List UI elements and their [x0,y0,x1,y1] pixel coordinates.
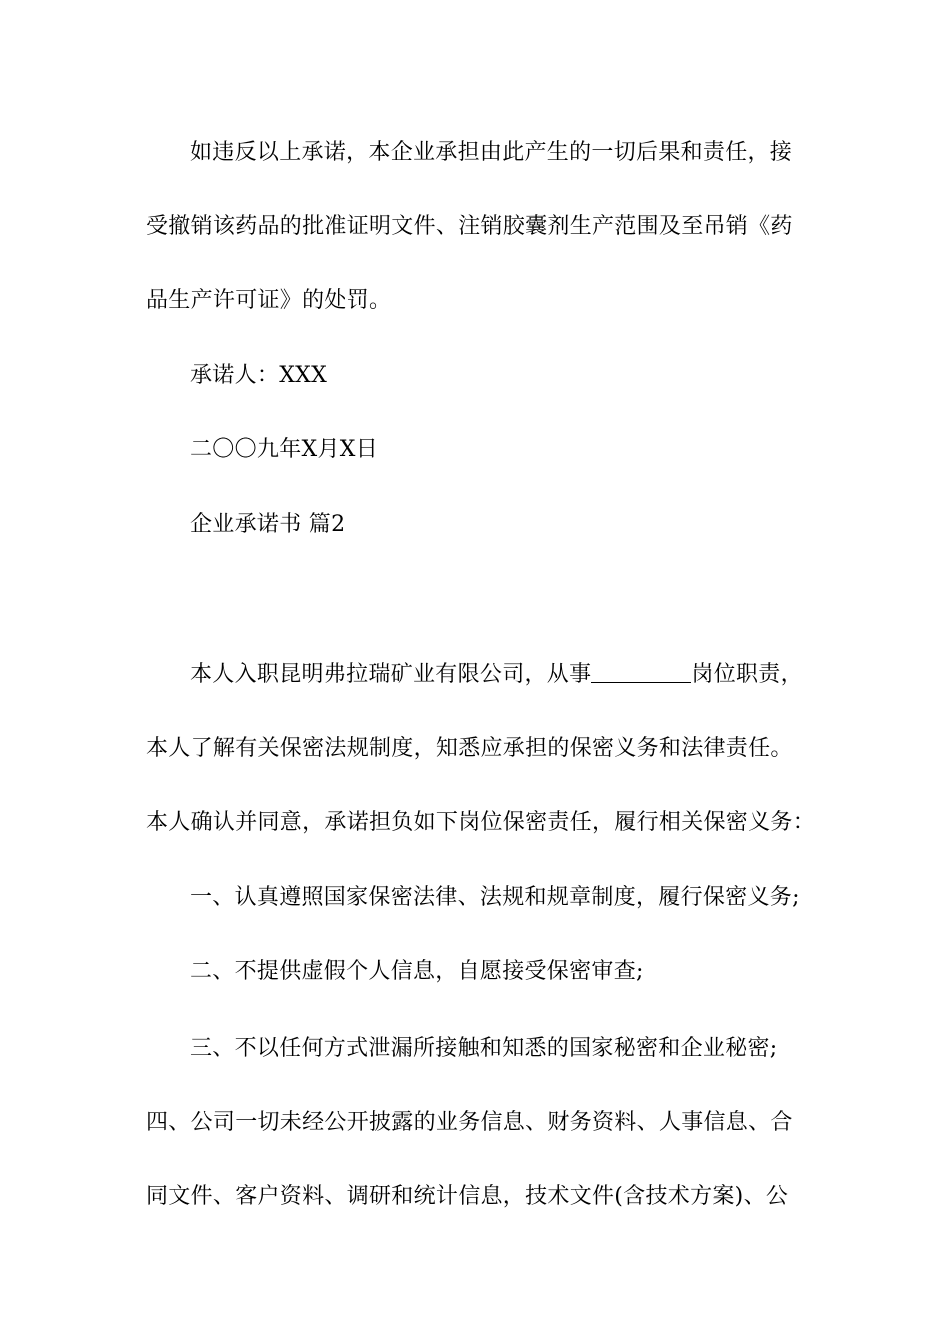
date-line: 二〇〇九年X月X日 [190,437,379,462]
promisor-line: 承诺人：XXX [190,363,328,388]
paragraph-line: 如违反以上承诺，本企业承担由此产生的一切后果和责任，接 [190,140,793,165]
text-fragment: 本人入职昆明弗拉瑞矿业有限公司，从事 [190,662,592,687]
section-title: 企业承诺书 篇2 [190,512,346,537]
paragraph-line: 品生产许可证》的处罚。 [146,288,392,313]
paragraph-line: 受撤销该药品的批准证明文件、注销胶囊剂生产范围及至吊销《药 [146,214,793,239]
paragraph-line: 本人确认并同意，承诺担负如下岗位保密责任，履行相关保密义务： [146,810,816,835]
list-item: 同文件、客户资料、调研和统计信息，技术文件(含技术方案)、公 [146,1184,789,1209]
list-item: 三、不以任何方式泄漏所接触和知悉的国家秘密和企业秘密; [190,1036,778,1061]
fill-in-blank [591,660,691,683]
paragraph-line: 本人了解有关保密法规制度，知悉应承担的保密义务和法律责任。 [146,736,793,761]
list-item: 四、公司一切未经公开披露的业务信息、财务资料、人事信息、合 [146,1110,793,1135]
paragraph-line [190,660,803,690]
list-item: 二、不提供虚假个人信息，自愿接受保密审查; [190,959,644,984]
text-fragment: 岗位职责， [691,662,803,687]
list-item: 一、认真遵照国家保密法律、法规和规章制度，履行保密义务; [190,885,800,910]
